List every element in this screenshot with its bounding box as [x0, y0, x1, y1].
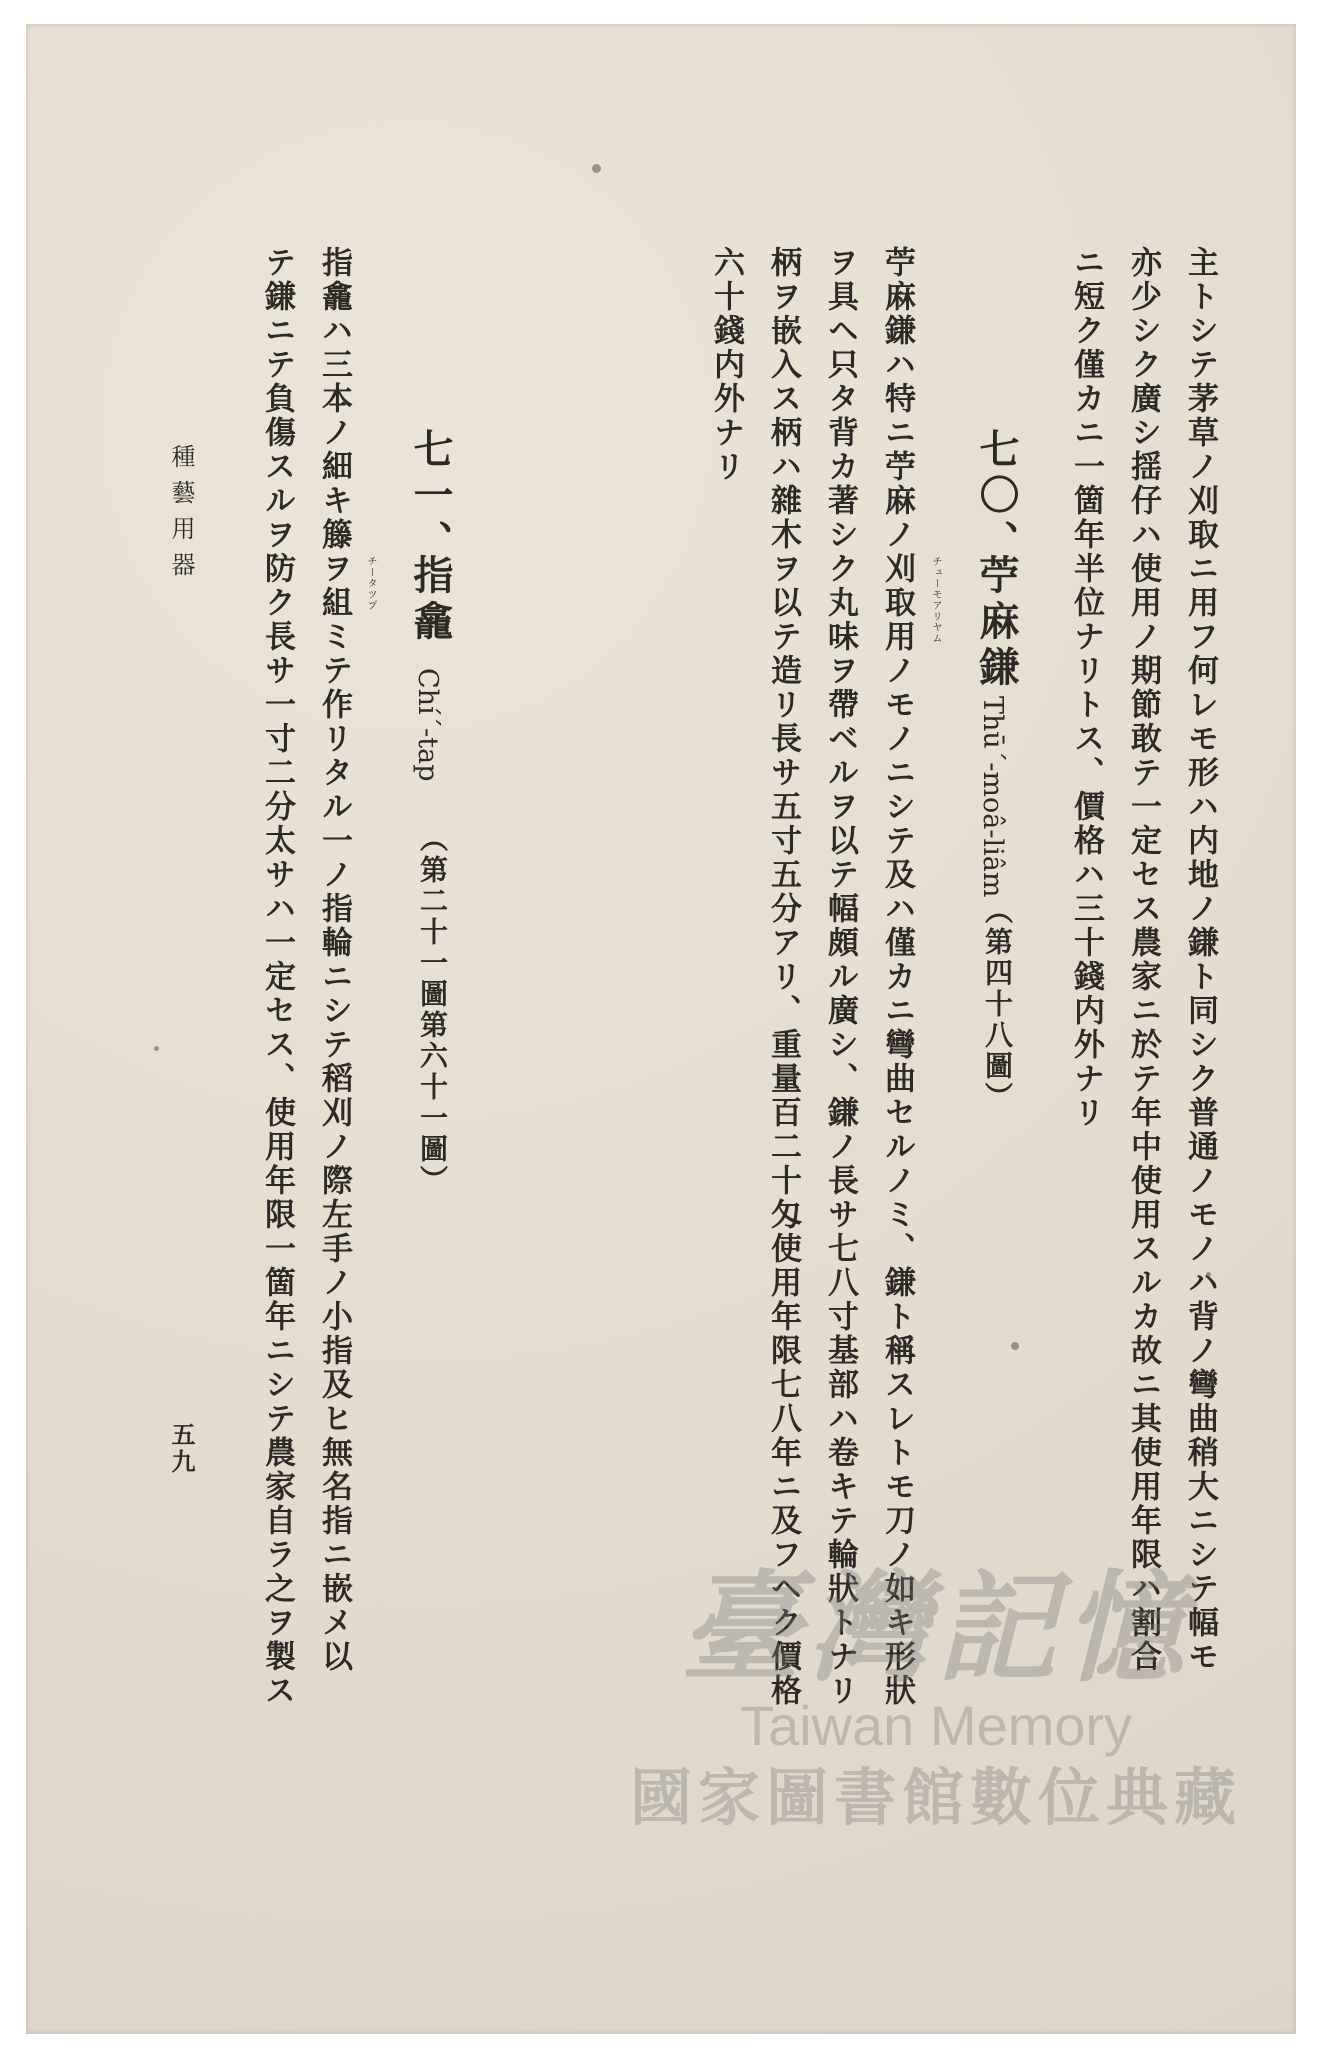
body-text-line: ニ短ク僅カニ一箇年半位ナリトス、價格ハ三十錢内外ナリ	[1068, 246, 1104, 1130]
body-text-line: 指龕ハ三本ノ細キ籐ヲ組ミテ作リタル一ノ指輪ニシテ稻刈ノ際左手ノ小指及ヒ無名指ニ嵌メ以	[316, 246, 352, 1674]
watermark-logo-text: 臺灣記憶	[680, 1558, 1192, 1699]
figure-reference: （第二十一圖第六十一圖）	[416, 824, 449, 1196]
body-text-line: 主トシテ茅草ノ刈取ニ用フ何レモ形ハ内地ノ鎌ト同シク普通ノモノハ背ノ彎曲稍大ニシテ幅モ	[1182, 246, 1218, 1674]
library-watermark	[586, 1558, 1286, 1924]
section-heading-title: 苧麻鎌	[973, 554, 1020, 692]
section-heading-number: 七一、	[407, 428, 454, 566]
running-head: 種藝用器	[167, 444, 195, 588]
section-heading-number: 七〇、	[973, 428, 1020, 566]
heading-romanization: Thū´-moâ-liâm	[977, 696, 1008, 898]
paper-speck	[592, 164, 601, 173]
body-text-line: 亦少シク廣シ揺仔ハ使用ノ期節敢テ一定セス農家ニ於テ年中使用スルカ故ニ其使用年限ハ割合	[1125, 246, 1161, 1674]
section-heading-title: 指龕	[407, 554, 454, 646]
paper-speck	[154, 1046, 159, 1051]
body-text-line: 柄ヲ嵌入ス柄ハ雜木ヲ以テ造リ長サ五寸五分アリ、重量百二十匁使用年限七八年ニ及フヘク價格	[765, 246, 801, 1708]
paper-speck	[1011, 1342, 1019, 1350]
body-text-line: 苧麻鎌ハ特ニ苧麻ノ刈取用ノモノニシテ及ハ僅カニ彎曲セルノミ、鎌ト稱スレトモ刀ノ如キ形狀	[879, 246, 915, 1708]
heading-romanization: Chí´-tap	[412, 668, 443, 782]
body-text-line: ヲ具ヘ只タ背カ著シク丸味ヲ帶ベルヲ以テ幅頗ル廣シ、鎌ノ長サ七八寸基部ハ卷キテ輪狀トナリ	[822, 246, 858, 1708]
figure-reference: （第四十八圖）	[981, 896, 1014, 1113]
book-page	[26, 24, 1296, 2034]
page-number: 五九	[167, 1422, 196, 1476]
heading-ruby: チータツプ	[365, 556, 376, 611]
body-text-line: 六十錢内外ナリ	[708, 246, 744, 484]
body-text-line: テ鎌ニテ負傷スルヲ防ク長サ一寸二分太サハ一定セス、使用年限一箇年ニシテ農家自ラ之ヲ製ス	[259, 246, 295, 1708]
watermark-english: Taiwan Memory	[739, 1694, 1133, 1757]
watermark-subtitle: 國家圖書館數位典藏	[629, 1761, 1242, 1834]
heading-ruby: チューモアリヤム	[930, 556, 941, 644]
paper-speck	[1206, 1272, 1211, 1277]
